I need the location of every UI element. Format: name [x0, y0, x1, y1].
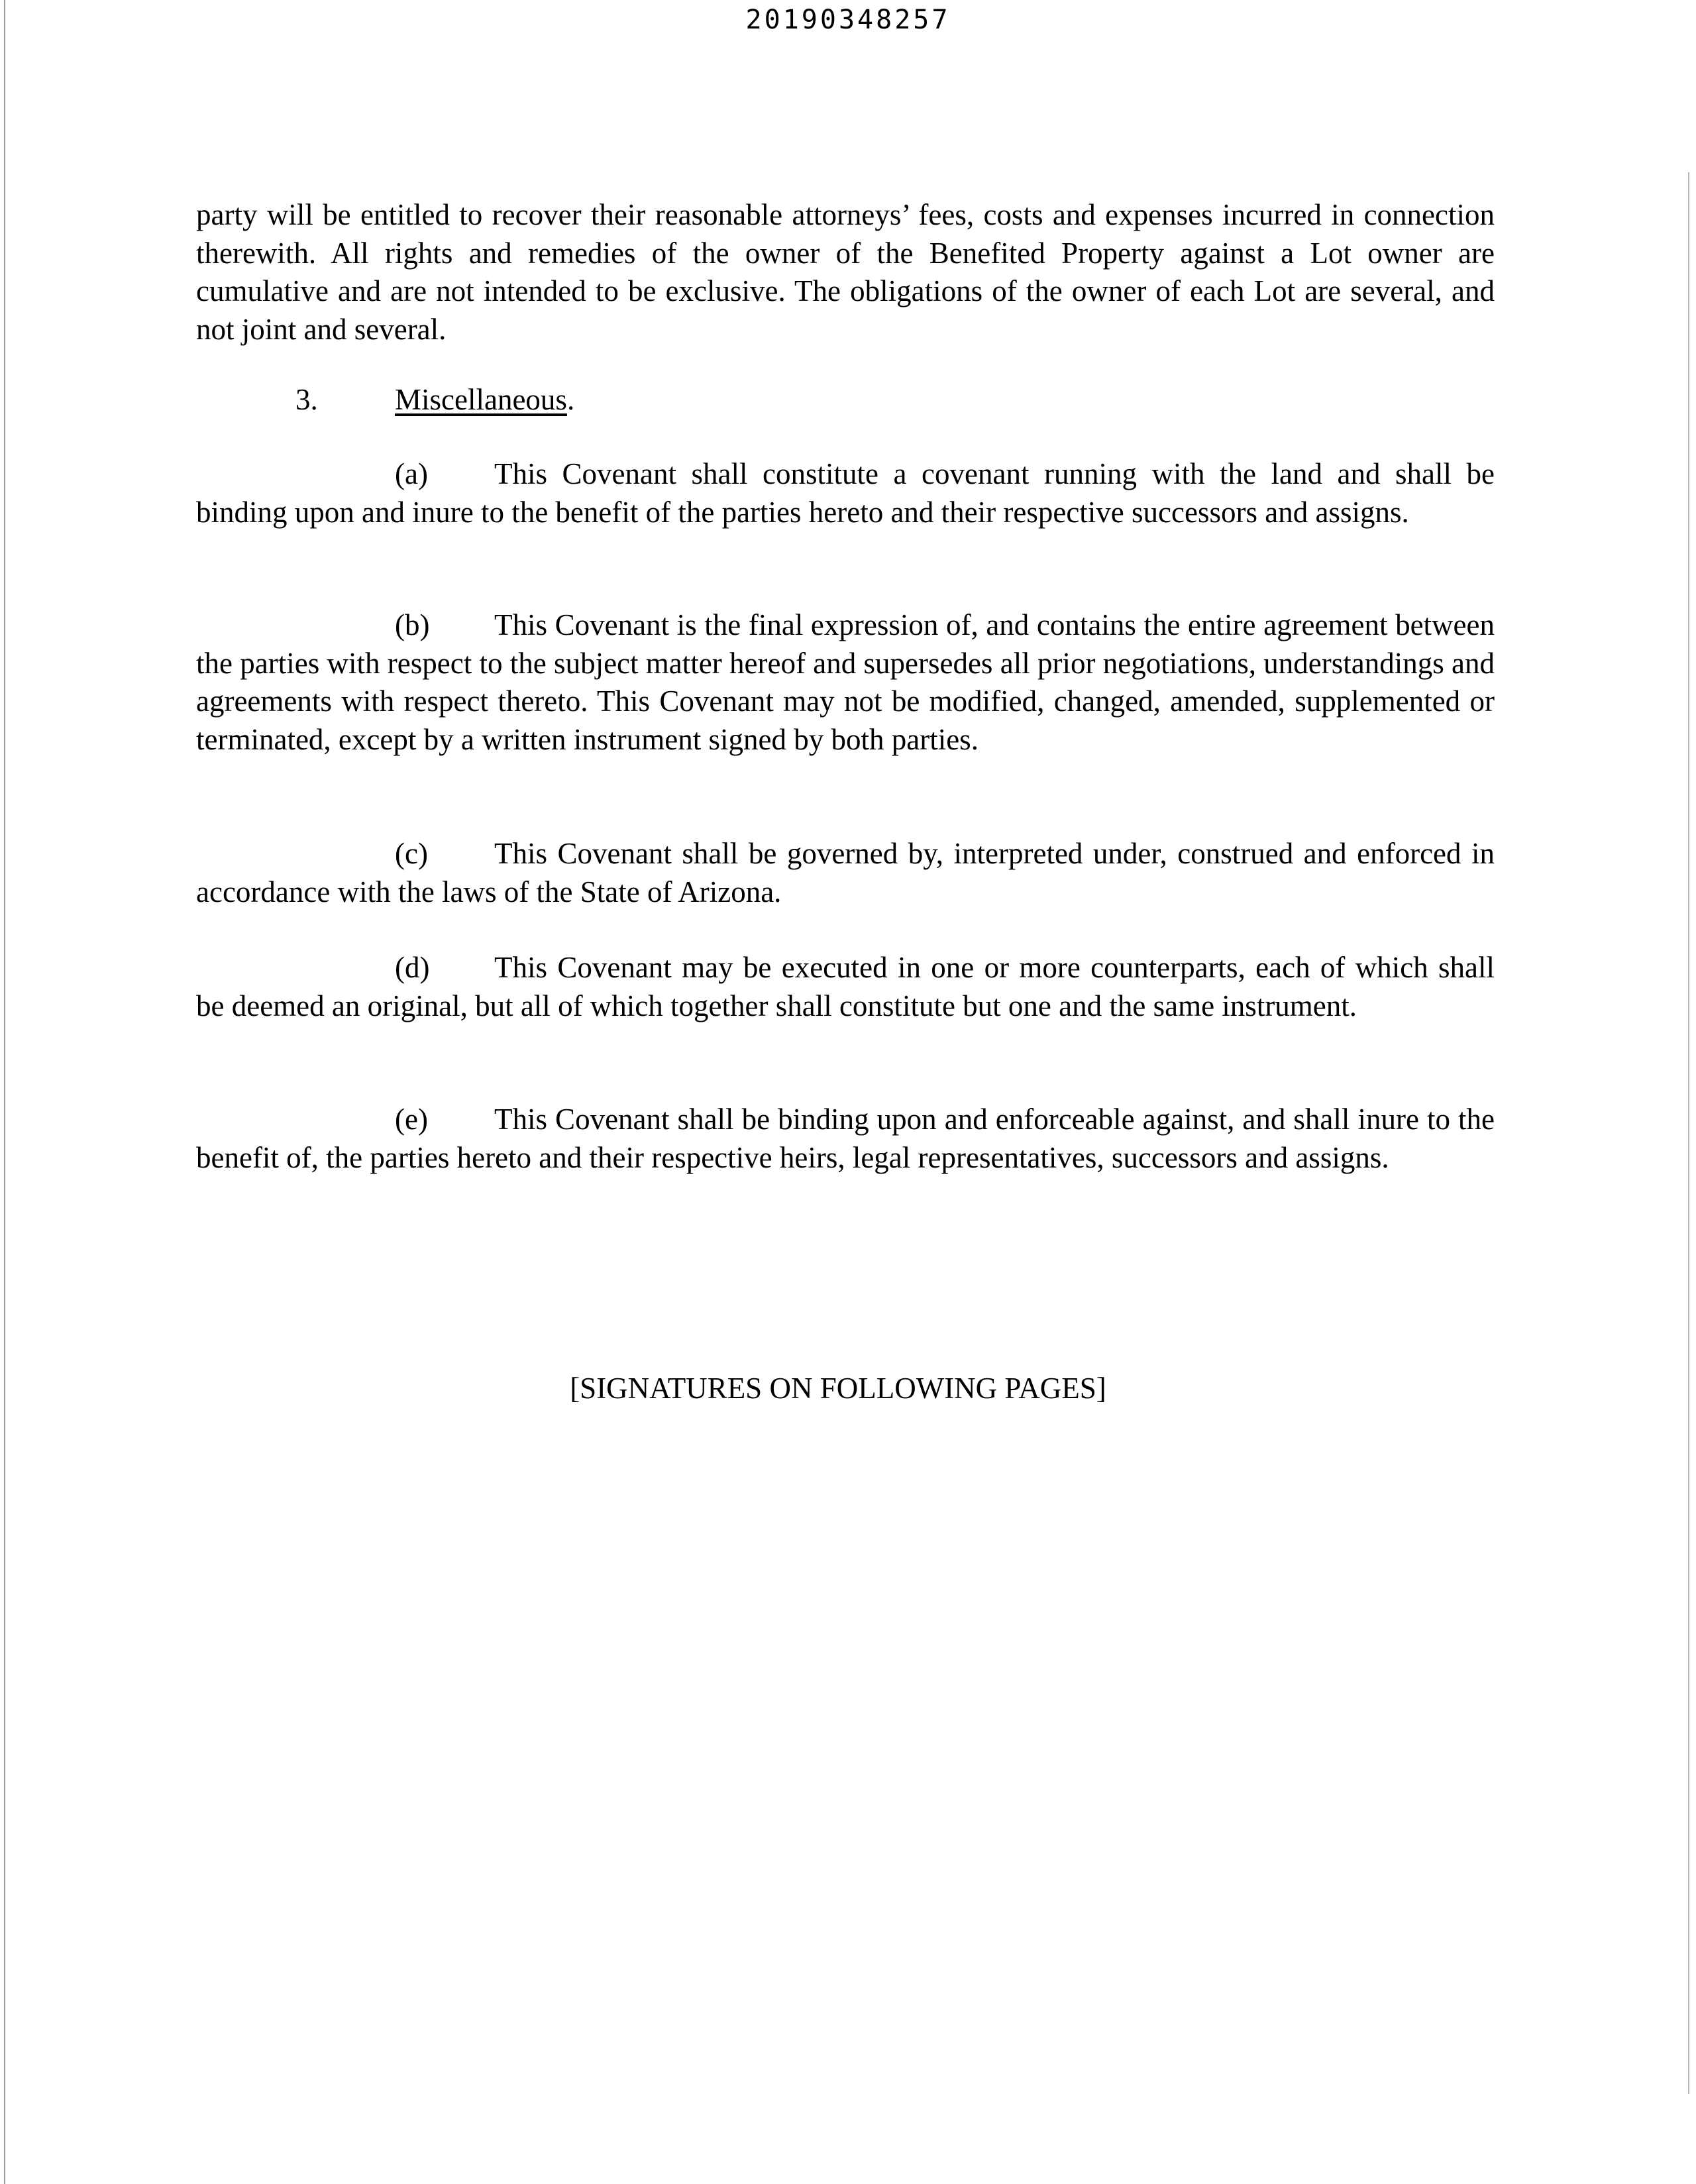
subsection-b: [196, 606, 1495, 759]
section-title-period: .: [566, 383, 575, 416]
subsection-d: [196, 949, 1495, 1025]
subsection-a: [196, 455, 1495, 531]
subsection-label: (b): [395, 608, 430, 641]
paragraph-continuation: party will be entitled to recover their reasonable attorneys’ fees, costs and expenses incurred in connection therewith. All rights and remedies of the owner of the Benefited Property against a Lot owner are cumulative and are not intended to be exclusive. The obligations of the owner of each Lot are several, and not joint and several.: [196, 198, 1495, 346]
section-title: [395, 381, 574, 419]
scan-edge-right: [1688, 172, 1689, 2094]
subsection-text: This Covenant shall be binding upon and enforceable against, and shall inure to the benefit of, the parties hereto and their respective heirs, legal representatives, successors and assigns.: [196, 1103, 1495, 1174]
scan-edge-left: [4, 0, 5, 2184]
subsection-label: (d): [395, 951, 430, 984]
subsection-text: This Covenant shall constitute a covenant running with the land and shall be binding upon and inure to the benefit of the parties hereto and their respective successors and assigns.: [196, 457, 1495, 529]
document-number: 20190348257: [745, 5, 951, 35]
subsection-label: (c): [395, 837, 428, 870]
subsection-text: This Covenant may be executed in one or more counterparts, each of which shall be deemed an original, but all of which together shall constitute but one and the same instrument.: [196, 951, 1495, 1022]
subsection-label: (e): [395, 1103, 428, 1136]
subsection-text: This Covenant is the final expression of, and contains the entire agreement between the parties with respect to the subject matter hereof and supersedes all prior negotiations, understandings and agreements with respect thereto. This Covenant may not be modified, changed, amended, supplemented or terminated, except by a written instrument signed by both parties.: [196, 608, 1495, 756]
section-number: 3.: [295, 383, 318, 416]
subsection-e: [196, 1101, 1495, 1177]
subsection-label: (a): [395, 457, 428, 490]
subsection-text: This Covenant shall be governed by, interpreted under, construed and enforced in accordance with the laws of the State of Arizona.: [196, 837, 1495, 908]
section-title-text: Miscellaneous: [395, 383, 567, 416]
signatures-note: [SIGNATURES ON FOLLOWING PAGES]: [570, 1372, 1106, 1405]
subsection-c: [196, 835, 1495, 911]
